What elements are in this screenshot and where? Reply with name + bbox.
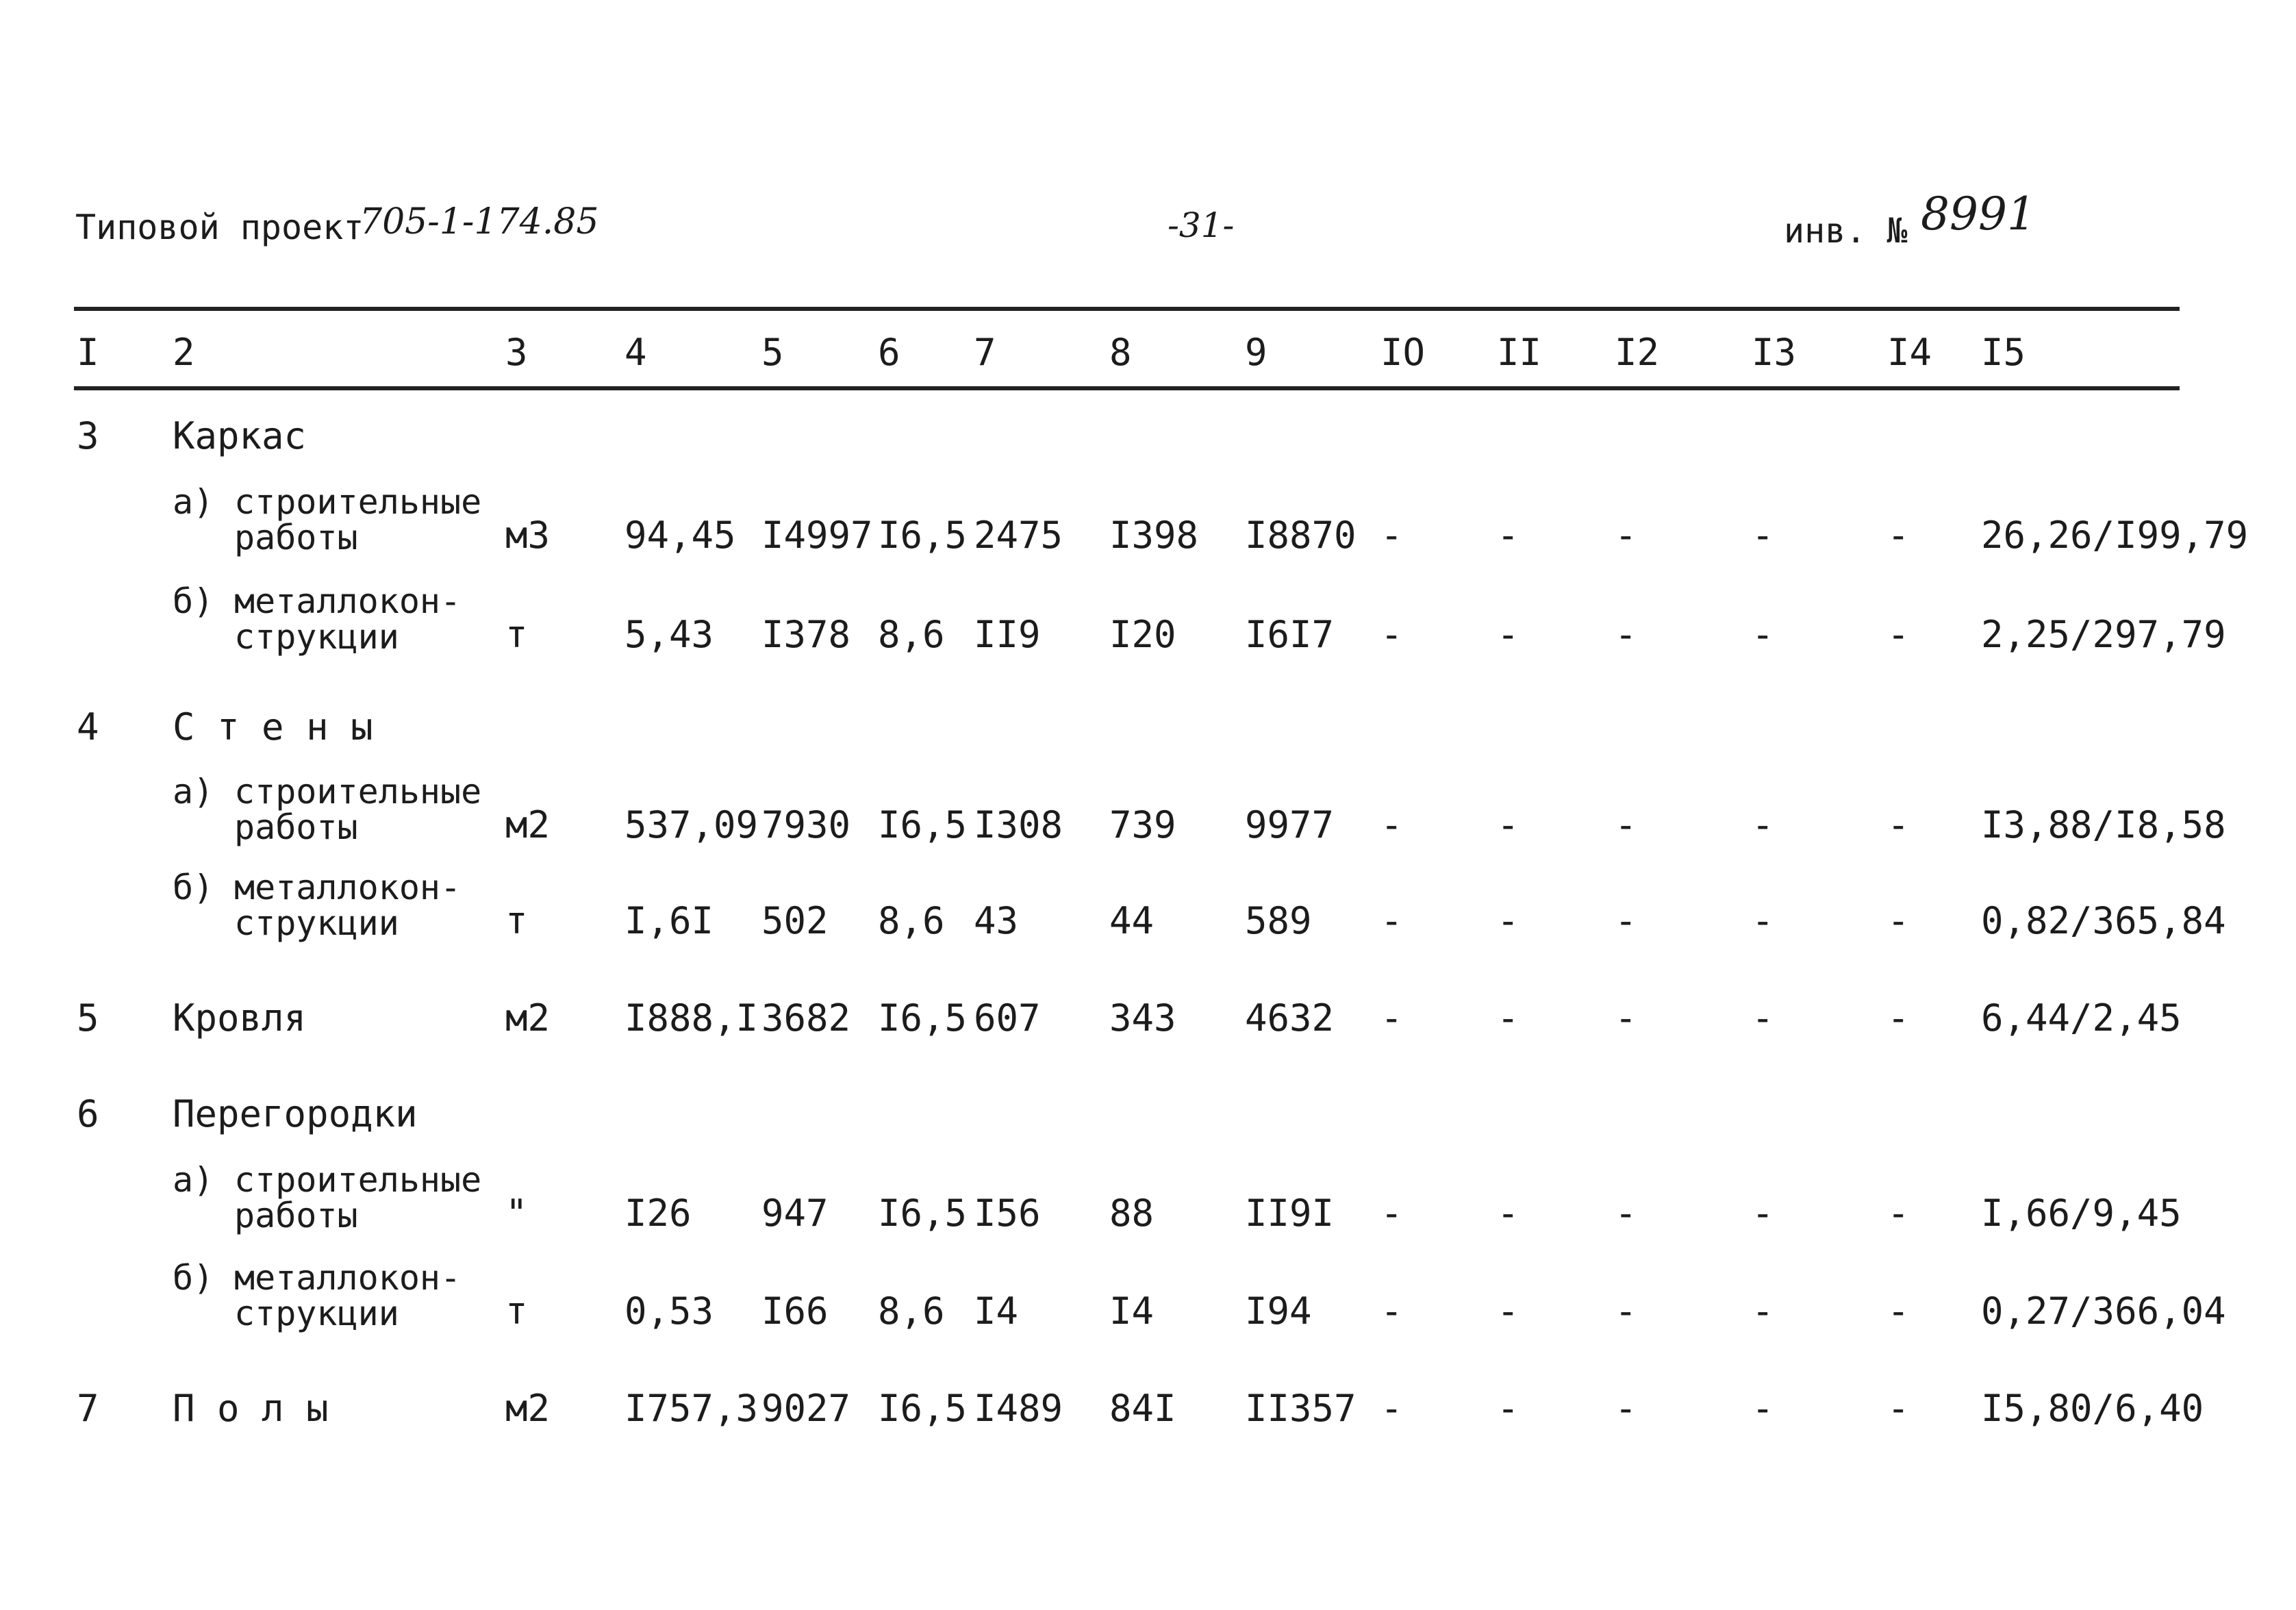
section-number: 4 <box>77 705 99 749</box>
item-letter: а) <box>173 482 214 522</box>
value-cell: II9I <box>1245 1192 1335 1235</box>
inv-label: инв. № <box>1784 211 1908 251</box>
unit-cell: т <box>505 613 528 656</box>
column-header: 6 <box>878 331 900 374</box>
project-label: Типовой проект <box>75 207 364 247</box>
row-name: Кровля <box>173 996 307 1040</box>
value-cell: I3,88/I8,58 <box>1981 803 2226 846</box>
value-cell: I6,5 <box>878 514 968 557</box>
column-header: 9 <box>1245 331 1267 374</box>
value-cell: I6,5 <box>878 996 968 1040</box>
table-top-rule <box>74 307 2180 311</box>
inv-number: 8991 <box>1921 188 2036 240</box>
section-name: С т е н ы <box>173 705 373 749</box>
value-cell: I4997 <box>761 514 873 557</box>
value-cell: 4632 <box>1245 996 1335 1040</box>
item-name-line2: струкции <box>234 903 399 943</box>
value-cell: - <box>1752 1387 1774 1430</box>
column-header: I2 <box>1615 331 1660 374</box>
value-cell: - <box>1380 996 1403 1040</box>
column-header: I <box>77 331 99 374</box>
unit-cell: м2 <box>505 996 551 1040</box>
value-cell: I20 <box>1109 613 1176 656</box>
value-cell: - <box>1380 803 1403 846</box>
value-cell: - <box>1887 613 1910 656</box>
item-letter: б) <box>173 581 214 621</box>
value-cell: I6I7 <box>1245 613 1335 656</box>
column-header: 8 <box>1109 331 1132 374</box>
value-cell: II357 <box>1245 1387 1357 1430</box>
project-code: 705-1-174.85 <box>359 201 599 242</box>
value-cell: - <box>1887 514 1910 557</box>
section-name: Каркас <box>173 414 307 457</box>
value-cell: - <box>1380 1387 1403 1430</box>
value-cell: I378 <box>761 613 851 656</box>
value-cell: 7930 <box>761 803 851 846</box>
value-cell: I6,5 <box>878 1192 968 1235</box>
row-number: 7 <box>77 1387 99 1430</box>
item-name-line2: работы <box>234 1196 358 1235</box>
value-cell: - <box>1752 996 1774 1040</box>
item-letter: б) <box>173 1258 214 1298</box>
item-name-line1: металлокон- <box>234 1258 462 1298</box>
value-cell: 2475 <box>974 514 1063 557</box>
header-bottom-rule <box>74 386 2180 390</box>
column-header: 2 <box>173 331 195 374</box>
value-cell: 94,45 <box>625 514 736 557</box>
value-cell: 502 <box>761 899 829 942</box>
column-header: 4 <box>625 331 647 374</box>
unit-cell: м2 <box>505 803 551 846</box>
value-cell: I6,5 <box>878 803 968 846</box>
item-name-line1: строительные <box>234 772 482 812</box>
value-cell: II9 <box>974 613 1041 656</box>
value-cell: 739 <box>1109 803 1176 846</box>
item-letter: а) <box>173 1160 214 1200</box>
value-cell: - <box>1615 1290 1637 1333</box>
value-cell: 5,43 <box>625 613 714 656</box>
value-cell: - <box>1887 1387 1910 1430</box>
value-cell: I66 <box>761 1290 829 1333</box>
row-name: П о л ы <box>173 1387 329 1430</box>
value-cell: 26,26/I99,79 <box>1981 514 2249 557</box>
item-name-line1: металлокон- <box>234 581 462 621</box>
value-cell: 0,27/366,04 <box>1981 1290 2226 1333</box>
column-header: 3 <box>505 331 528 374</box>
item-letter: б) <box>173 868 214 907</box>
value-cell: I398 <box>1109 514 1199 557</box>
value-cell: I8870 <box>1245 514 1357 557</box>
value-cell: - <box>1497 613 1519 656</box>
value-cell: 43 <box>974 899 1019 942</box>
value-cell: I56 <box>974 1192 1041 1235</box>
value-cell: - <box>1380 1290 1403 1333</box>
value-cell: 44 <box>1109 899 1155 942</box>
page-number: -31- <box>1168 205 1235 245</box>
value-cell: - <box>1615 1192 1637 1235</box>
value-cell: - <box>1497 996 1519 1040</box>
column-header: I5 <box>1981 331 2026 374</box>
value-cell: - <box>1887 1192 1910 1235</box>
value-cell: - <box>1615 613 1637 656</box>
value-cell: - <box>1380 1192 1403 1235</box>
item-name-line1: строительные <box>234 1160 482 1200</box>
value-cell: 343 <box>1109 996 1176 1040</box>
item-name-line1: металлокон- <box>234 868 462 907</box>
item-letter: а) <box>173 772 214 812</box>
unit-cell: м3 <box>505 514 551 557</box>
item-name-line2: работы <box>234 807 358 847</box>
value-cell: - <box>1752 514 1774 557</box>
value-cell: I757,3 <box>625 1387 759 1430</box>
value-cell: - <box>1887 899 1910 942</box>
item-name-line1: строительные <box>234 482 482 522</box>
column-header: 7 <box>974 331 996 374</box>
value-cell: 607 <box>974 996 1041 1040</box>
column-header: I4 <box>1887 331 1932 374</box>
unit-cell: " <box>505 1192 528 1235</box>
value-cell: - <box>1752 613 1774 656</box>
value-cell: I5,80/6,40 <box>1981 1387 2204 1430</box>
value-cell: 84I <box>1109 1387 1176 1430</box>
value-cell: I4 <box>974 1290 1019 1333</box>
value-cell: - <box>1615 803 1637 846</box>
section-number: 6 <box>77 1092 99 1135</box>
value-cell: - <box>1380 899 1403 942</box>
value-cell: I,66/9,45 <box>1981 1192 2182 1235</box>
value-cell: - <box>1615 514 1637 557</box>
value-cell: - <box>1615 996 1637 1040</box>
value-cell: 6,44/2,45 <box>1981 996 2182 1040</box>
value-cell: - <box>1497 1192 1519 1235</box>
value-cell: - <box>1887 803 1910 846</box>
value-cell: - <box>1887 996 1910 1040</box>
value-cell: - <box>1497 514 1519 557</box>
value-cell: - <box>1497 899 1519 942</box>
value-cell: 0,82/365,84 <box>1981 899 2226 942</box>
value-cell: 8,6 <box>878 899 945 942</box>
unit-cell: м2 <box>505 1387 551 1430</box>
item-name-line2: струкции <box>234 1294 399 1333</box>
column-header: I3 <box>1752 331 1797 374</box>
value-cell: I308 <box>974 803 1063 846</box>
value-cell: - <box>1380 514 1403 557</box>
value-cell: 3682 <box>761 996 851 1040</box>
value-cell: I489 <box>974 1387 1063 1430</box>
value-cell: 9977 <box>1245 803 1335 846</box>
value-cell: I888,I <box>625 996 759 1040</box>
value-cell: 537,09 <box>625 803 759 846</box>
value-cell: I94 <box>1245 1290 1312 1333</box>
row-number: 5 <box>77 996 99 1040</box>
value-cell: - <box>1887 1290 1910 1333</box>
value-cell: I26 <box>625 1192 692 1235</box>
value-cell: - <box>1497 1290 1519 1333</box>
value-cell: 0,53 <box>625 1290 714 1333</box>
value-cell: 9027 <box>761 1387 851 1430</box>
value-cell: - <box>1752 803 1774 846</box>
column-header: IO <box>1380 331 1426 374</box>
value-cell: 8,6 <box>878 1290 945 1333</box>
section-name: Перегородки <box>173 1092 418 1135</box>
value-cell: - <box>1497 803 1519 846</box>
value-cell: - <box>1752 899 1774 942</box>
unit-cell: т <box>505 1290 528 1333</box>
item-name-line2: работы <box>234 518 358 557</box>
item-name-line2: струкции <box>234 617 399 657</box>
value-cell: 947 <box>761 1192 829 1235</box>
value-cell: 8,6 <box>878 613 945 656</box>
column-header: 5 <box>761 331 784 374</box>
value-cell: - <box>1752 1192 1774 1235</box>
section-number: 3 <box>77 414 99 457</box>
value-cell: I,6I <box>625 899 714 942</box>
value-cell: - <box>1380 613 1403 656</box>
value-cell: I6,5 <box>878 1387 968 1430</box>
value-cell: I4 <box>1109 1290 1155 1333</box>
value-cell: 88 <box>1109 1192 1155 1235</box>
value-cell: - <box>1615 899 1637 942</box>
value-cell: 2,25/297,79 <box>1981 613 2226 656</box>
column-header: II <box>1497 331 1542 374</box>
unit-cell: т <box>505 899 528 942</box>
value-cell: 589 <box>1245 899 1312 942</box>
value-cell: - <box>1615 1387 1637 1430</box>
value-cell: - <box>1497 1387 1519 1430</box>
value-cell: - <box>1752 1290 1774 1333</box>
